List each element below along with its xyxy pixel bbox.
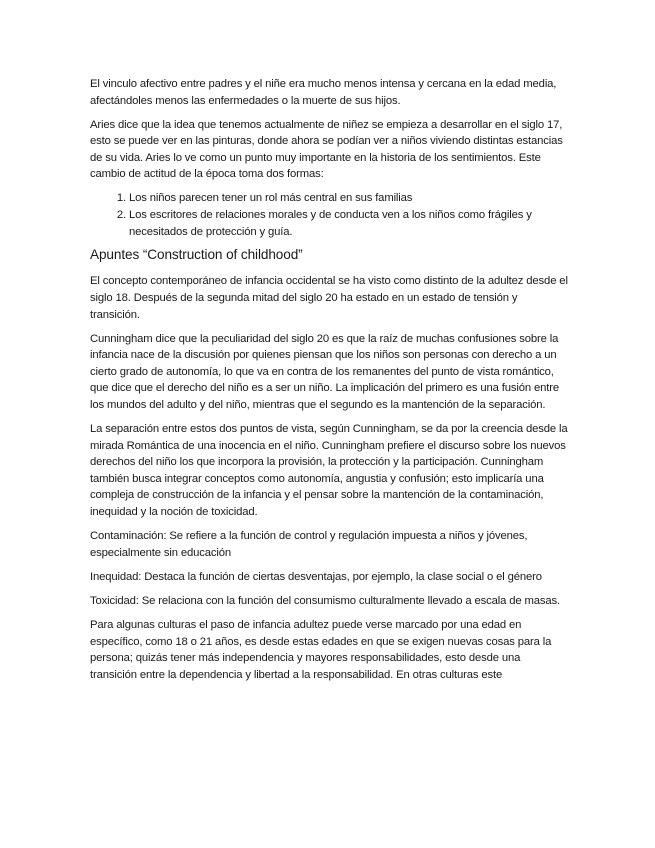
paragraph-4: Cunningham dice que la peculiaridad del siglo 20 es que la raíz de muchas confusiones sobre la infancia nace de la discusión por quienes piensan que los niños son personas con derecho a un cierto grado de autonomía, lo que va en contra de los remanentes del punto de vista romántico, que dice que el derecho del niño es a ser un niño. La implicación del primero es una fusión entre los mundos del adulto y del niño, mientras que el segundo es la mantención de la separación.: [90, 332, 560, 411]
paragraph-3: El concepto contemporáneo de infancia occidental se ha visto como distinto de la adultez desde el siglo 18. Después de la segunda mitad del siglo 20 ha estado en un estado de tensión y transición.: [90, 275, 568, 321]
paragraph-9: Para algunas culturas el paso de infancia adultez puede verse marcado por una edad en específico, como 18 o 21 años, es desde estas edades en que se exigen nuevas cosas para la persona; quizás tener más independencia y mayores responsabilidades, esto desde una transición entre la dependencia y libertad a la responsabilidad. En otras culturas este: [90, 619, 552, 681]
paragraph-inequidad: Inequidad: Destaca la función de ciertas desventajas, por ejemplo, la clase social o el género: [90, 570, 542, 583]
document-body: [90, 76, 568, 691]
list-item: 1. Los niños parecen tener un rol más central en sus familias: [129, 190, 568, 207]
paragraph-contaminacion: Contaminación: Se refiere a la función de control y regulación impuesta a niños y jóvenes, especialmente sin educación: [90, 530, 528, 559]
numbered-list: [90, 190, 568, 241]
list-item: 2. Los escritores de relaciones morales y de conducta ven a los niños como frágiles y necesitados de protección y guía.: [129, 207, 568, 240]
paragraph-5: La separación entre estos dos puntos de vista, según Cunningham, se da por la creencia desde la mirada Romántica de una inocencia en el niño. Cunningham prefiere el discurso sobre los nuevos derechos del niño los que incorpora la provisión, la protección y la participación. Cunningham también busca integrar conceptos como autonomía, angustia y confusión; esto implicaría una compleja de construcción de la infancia y el pensar sobre la mantención de la contaminación, inequidad y la noción de toxicidad.: [90, 423, 568, 519]
section-heading: Apuntes “Construction of childhood”: [90, 247, 303, 263]
paragraph-toxicidad: Toxicidad: Se relaciona con la función del consumismo culturalmente llevado a escala de masas.: [90, 594, 561, 607]
paragraph-2: Aries dice que la idea que tenemos actualmente de niñez se empieza a desarrollar en el siglo 17, esto se puede ver en las pinturas, donde ahora se podían ver a niños viviendo distintas estancias de su vida. Aries lo ve como un punto muy importante en la historia de los sentimientos. Este cambio de actitud de la época toma dos formas:: [90, 118, 563, 181]
paragraph-1: El vinculo afectivo entre padres y el niñe era mucho menos intensa y cercana en la edad media, afectándoles menos las enfermedades o la muerte de sus hijos.: [90, 78, 557, 107]
